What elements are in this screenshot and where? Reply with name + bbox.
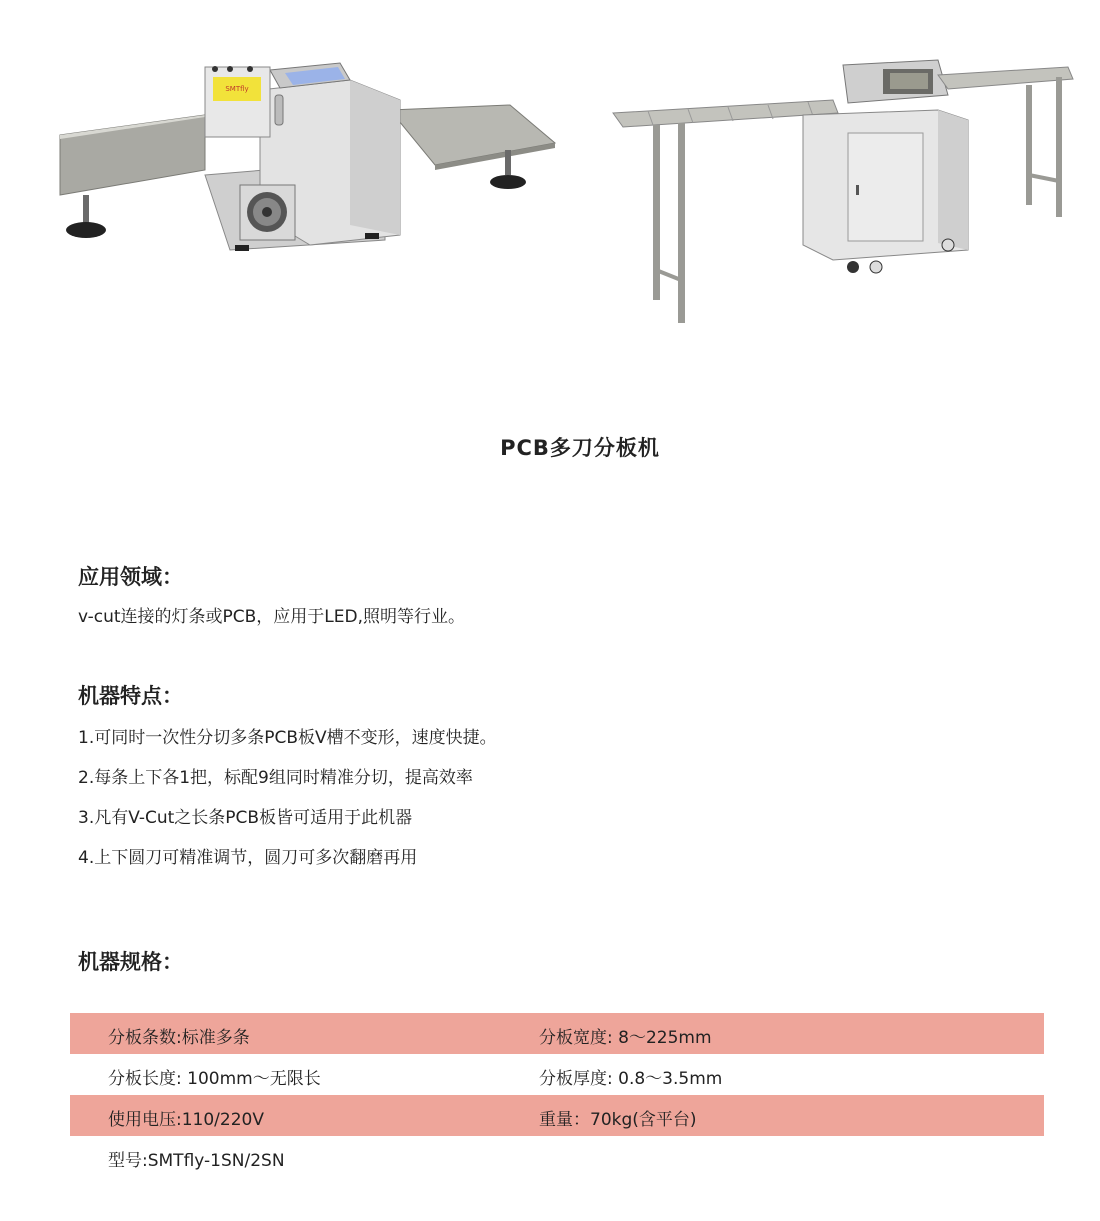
spec-row (70, 1136, 1044, 1177)
spec-row (70, 1095, 1044, 1136)
spec-cell: 型号:SMTfly-1SN/2SN (108, 1151, 285, 1171)
spec-row (70, 1054, 1044, 1095)
machine-photo-desktop (55, 55, 560, 260)
feature-item: 1.可同时一次性分切多条PCB板V槽不变形，速度快捷。 (78, 728, 497, 748)
spec-cell: 分板宽度: 8～225mm (539, 1028, 712, 1048)
spec-cell: 重量：70kg(含平台) (539, 1110, 697, 1130)
spec-cell: 使用电压:110/220V (108, 1110, 264, 1130)
spec-cell: 分板厚度: 0.8～3.5mm (539, 1069, 723, 1089)
spec-row (70, 1013, 1044, 1054)
feature-item: 2.每条上下各1把，标配9组同时精准分切，提高效率 (78, 768, 473, 788)
application-heading: 应用领域： (78, 565, 183, 589)
specs-heading: 机器规格： (78, 950, 183, 974)
feature-item: 3.凡有V-Cut之长条PCB板皆可适用于此机器 (78, 808, 413, 828)
feature-item: 4.上下圆刀可精准调节，圆刀可多次翻磨再用 (78, 848, 418, 868)
spec-cell: 分板长度: 100mm～无限长 (108, 1069, 321, 1089)
application-text: v-cut连接的灯条或PCB，应用于LED,照明等行业。 (78, 607, 466, 627)
spec-cell: 分板条数:标准多条 (108, 1028, 250, 1048)
machine-photo-cabinet (608, 55, 1078, 325)
features-heading: 机器特点： (78, 684, 183, 708)
product-title: PCB多刀分板机 (500, 436, 660, 460)
machine-brand-label: SMTfly (225, 85, 249, 93)
